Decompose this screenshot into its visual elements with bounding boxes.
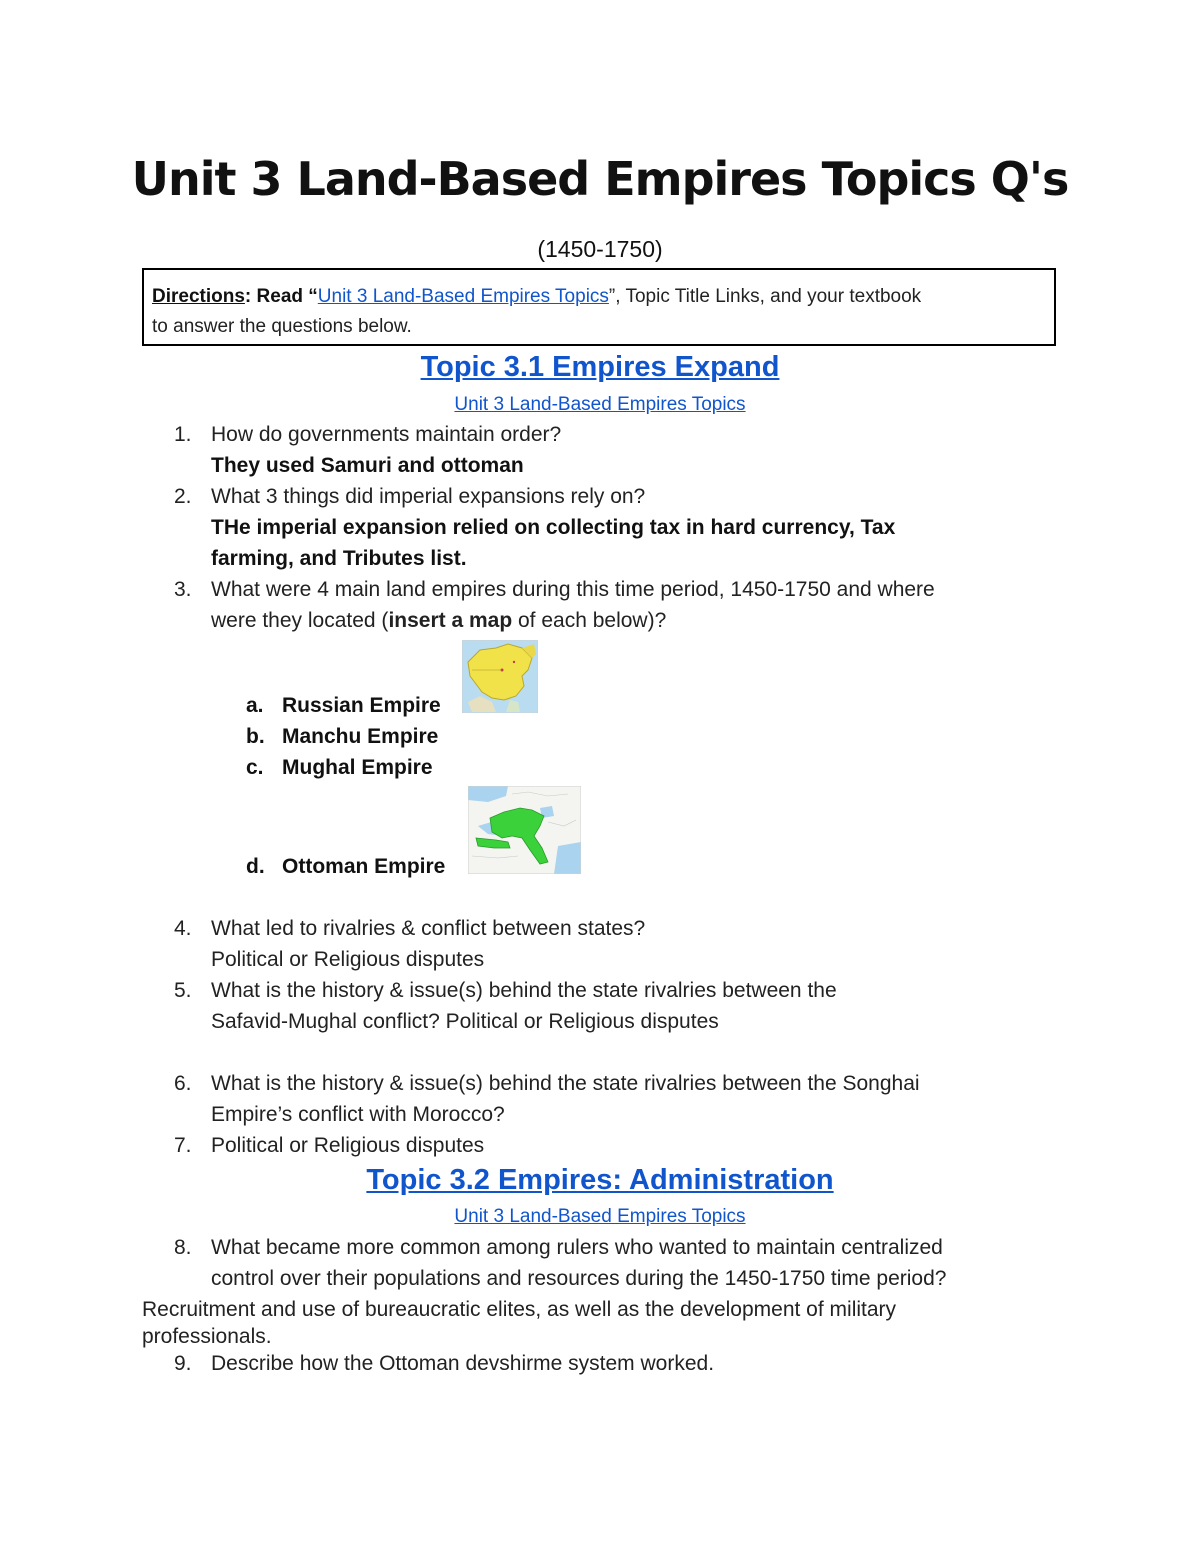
q4-text: What led to rivalries & conflict between states?: [211, 917, 646, 940]
page-title: Unit 3 Land-Based Empires Topics Q's: [131, 152, 1069, 206]
empire-a-letter: a.: [246, 694, 264, 717]
q9-number: 9.: [174, 1352, 192, 1375]
q5-line-1: What is the history & issue(s) behind the state rivalries between the: [211, 979, 837, 1002]
q6-number: 6.: [174, 1072, 192, 1095]
q4-answer: Political or Religious disputes: [211, 948, 485, 971]
directions-rest: ”, Topic Title Links, and your textbook: [608, 286, 922, 307]
q5-line-2: Safavid-Mughal conflict? Political or Religious disputes: [211, 1010, 719, 1033]
q3-line-2-post: of each below)?: [512, 609, 667, 632]
q7-text: Political or Religious disputes: [211, 1134, 485, 1157]
q8-answer-line-2: professionals.: [142, 1325, 272, 1348]
q6-line-1: What is the history & issue(s) behind the state rivalries between the Songhai: [211, 1072, 920, 1095]
q2-text: What 3 things did imperial expansions rely on?: [211, 485, 646, 508]
manchu-empire-map-image: [462, 640, 538, 713]
q3-line-2-bold: insert a map: [388, 609, 513, 632]
q4-number: 4.: [174, 917, 192, 940]
q8-number: 8.: [174, 1236, 192, 1259]
empire-b-name: Manchu Empire: [282, 725, 439, 748]
empire-a-name: Russian Empire: [282, 694, 441, 717]
empire-d-letter: d.: [246, 855, 265, 878]
topic-3-2-link[interactable]: Unit 3 Land-Based Empires Topics: [454, 1206, 746, 1227]
topic-3-2-heading[interactable]: Topic 3.2 Empires: Administration: [366, 1164, 834, 1196]
q3-line-1: What were 4 main land empires during this time period, 1450-1750 and where: [211, 578, 935, 601]
directions-line-2: to answer the questions below.: [152, 316, 412, 337]
q1-number: 1.: [174, 423, 192, 446]
q8-line-2: control over their populations and resources during the 1450-1750 time period?: [211, 1267, 947, 1290]
q3-line-2: [211, 609, 666, 633]
page-subtitle: (1450-1750): [537, 236, 663, 262]
directions-box: [142, 268, 1056, 346]
directions-read: Read “: [251, 286, 318, 307]
q3-number: 3.: [174, 578, 192, 601]
q9-text: Describe how the Ottoman devshirme system worked.: [211, 1352, 715, 1375]
directions-line-1: [152, 282, 1046, 312]
q2-answer-line-2: farming, and Tributes list.: [211, 547, 467, 570]
q2-number: 2.: [174, 485, 192, 508]
empire-b-letter: b.: [246, 725, 265, 748]
topic-3-1-heading[interactable]: Topic 3.1 Empires Expand: [420, 351, 780, 383]
topic-3-1-link[interactable]: Unit 3 Land-Based Empires Topics: [454, 394, 746, 415]
q2-answer-line-1: THe imperial expansion relied on collecting tax in hard currency, Tax: [211, 516, 896, 539]
q6-line-2: Empire’s conflict with Morocco?: [211, 1103, 505, 1126]
directions-link[interactable]: Unit 3 Land-Based Empires Topics: [317, 286, 609, 307]
q7-number: 7.: [174, 1134, 192, 1157]
q5-number: 5.: [174, 979, 192, 1002]
empire-c-name: Mughal Empire: [282, 756, 433, 779]
q8-answer-line-1: Recruitment and use of bureaucratic elites, as well as the development of military: [142, 1298, 897, 1321]
directions-label: Directions: [152, 286, 245, 307]
empire-d-name: Ottoman Empire: [282, 855, 446, 878]
q8-line-1: What became more common among rulers who wanted to maintain centralized: [211, 1236, 943, 1259]
empire-c-letter: c.: [246, 756, 264, 779]
q1-answer: They used Samuri and ottoman: [211, 454, 524, 477]
directions-colon: :: [244, 286, 252, 307]
q3-line-2-pre: were they located (: [211, 609, 389, 632]
ottoman-empire-map-image: [468, 786, 581, 874]
q1-text: How do governments maintain order?: [211, 423, 562, 446]
